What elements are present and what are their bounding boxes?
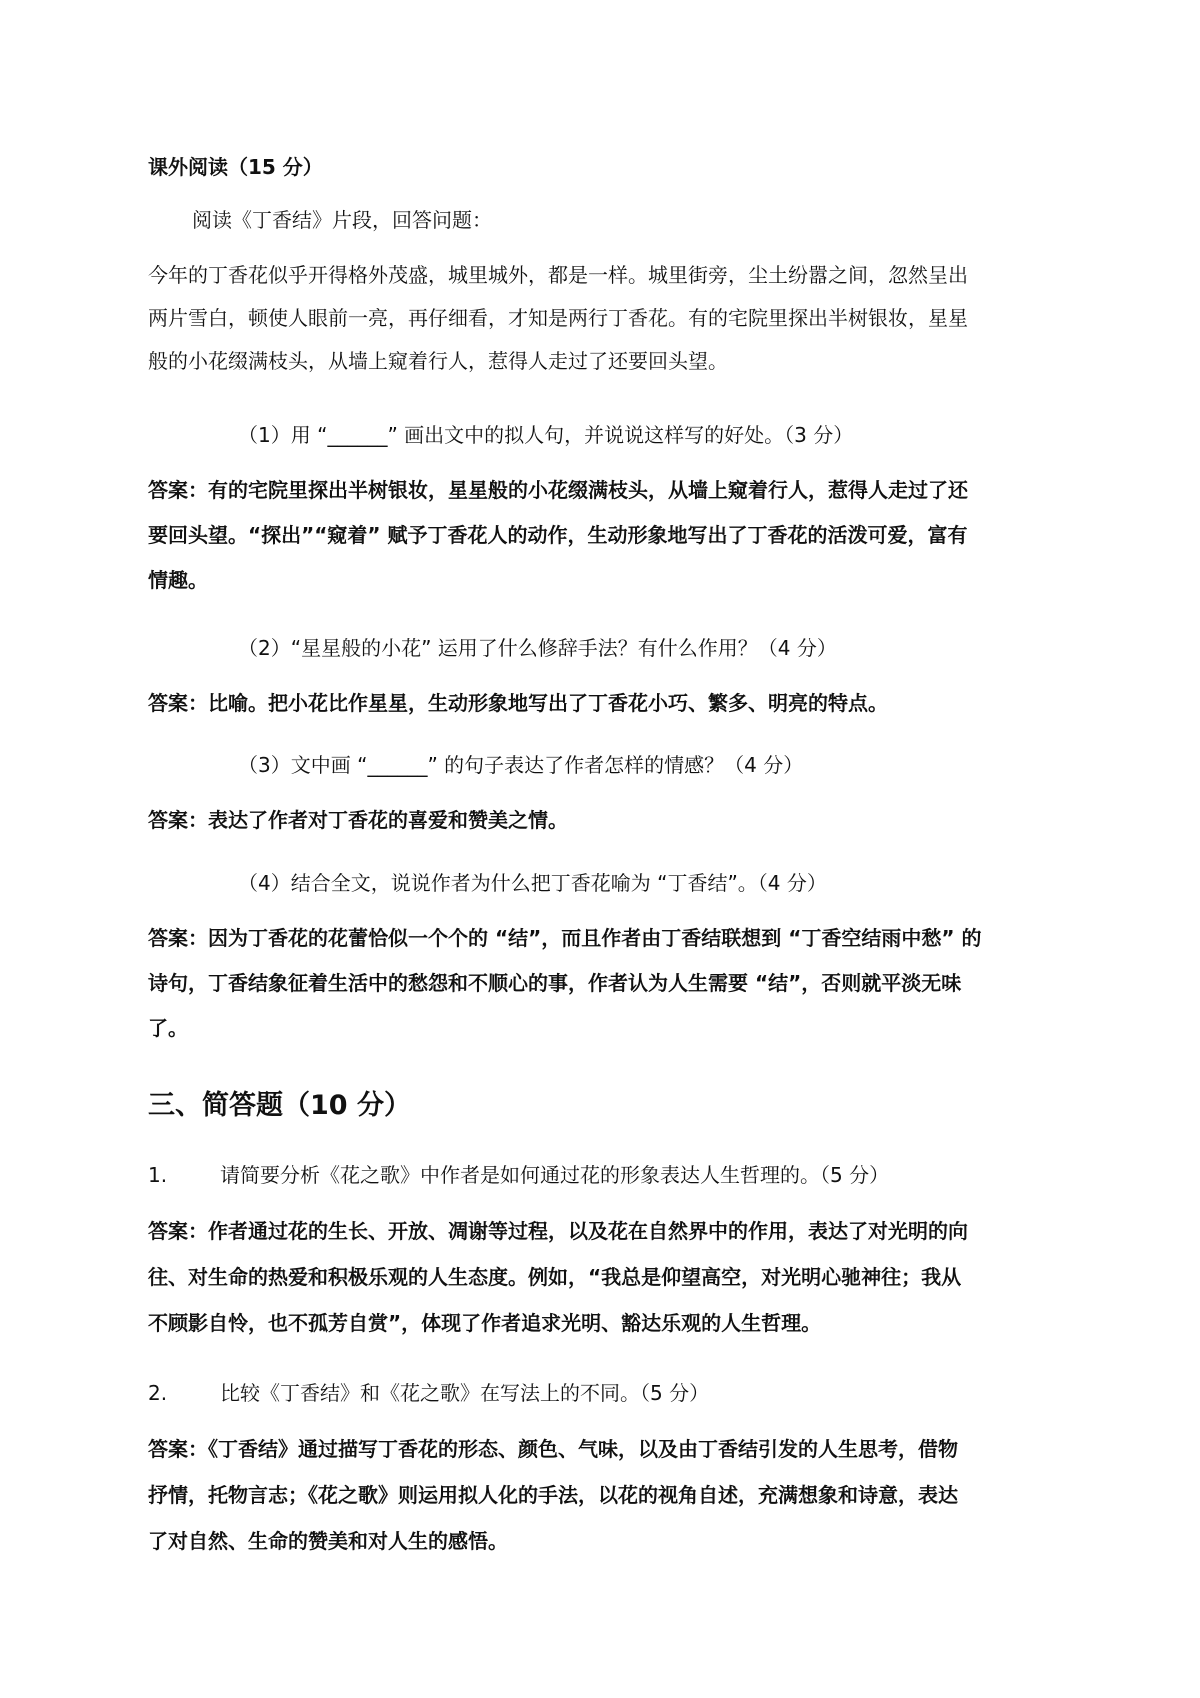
short-question-2 [148,1378,1068,1408]
question-4: （4）结合全文，说说作者为什么把丁香花喻为 “丁香结”。（4 分） [238,871,827,895]
answer-line: 要回头望。“探出”“窥着” 赋予丁香花人的动作，生动形象地写出了丁香花的活泼可爱，富有 [148,523,968,547]
question-3: （3）文中画 “______” 的句子表达了作者怎样的情感？（4 分） [238,753,804,777]
answer-line: 情趣。 [148,568,208,592]
answer-line: 答案：比喻。把小花比作星星，生动形象地写出了丁香花小巧、繁多、明亮的特点。 [148,691,888,715]
section-heading-short-answer: 三、简答题（10 分） [148,1090,411,1121]
question-1: （1）用 “______” 画出文中的拟人句，并说说这样写的好处。（3 分） [238,423,854,447]
passage-line: 今年的丁香花似乎开得格外茂盛，城里城外，都是一样。城里街旁，尘土纷嚣之间，忽然呈出 [148,263,968,287]
answer-line: 诗句，丁香结象征着生活中的愁怨和不顺心的事，作者认为人生需要 “结”，否则就平淡无味 [148,971,962,995]
answer-line: 了对自然、生命的赞美和对人生的感悟。 [148,1529,508,1553]
answer-line: 了。 [148,1016,188,1040]
question-number: 1. [148,1163,168,1187]
answer-line: 答案：表达了作者对丁香花的喜爱和赞美之情。 [148,808,568,832]
answer-line: 答案：因为丁香花的花蕾恰似一个个的 “结”，而且作者由丁香结联想到 “丁香空结雨中愁” 的 [148,926,982,950]
answer-line: 不顾影自怜，也不孤芳自赏”，体现了作者追求光明、豁达乐观的人生哲理。 [148,1311,822,1335]
passage-line: 两片雪白，顿使人眼前一亮，再仔细看，才知是两行丁香花。有的宅院里探出半树银妆，星星 [148,306,968,330]
question-2: （2）“星星般的小花” 运用了什么修辞手法？有什么作用？（4 分） [238,636,837,660]
question-number: 2. [148,1381,168,1405]
answer-line: 答案：有的宅院里探出半树银妆，星星般的小花缀满枝头，从墙上窥着行人，惹得人走过了还 [148,478,968,502]
section-title-reading: 课外阅读（15 分） [148,155,323,179]
answer-line: 答案：作者通过花的生长、开放、凋谢等过程，以及花在自然界中的作用，表达了对光明的向 [148,1219,968,1243]
short-question-1 [148,1160,1068,1190]
passage-line: 般的小花缀满枝头，从墙上窥着行人，惹得人走过了还要回头望。 [148,349,728,373]
question-text: 比较《丁香结》和《花之歌》在写法上的不同。（5 分） [220,1381,710,1405]
answer-line: 往、对生命的热爱和积极乐观的人生态度。例如，“我总是仰望高空，对光明心驰神往；我从 [148,1265,962,1289]
answer-line: 答案：《丁香结》通过描写丁香花的形态、颜色、气味，以及由丁香结引发的人生思考，借物 [148,1437,958,1461]
question-text: 请简要分析《花之歌》中作者是如何通过花的形象表达人生哲理的。（5 分） [220,1163,890,1187]
answer-line: 抒情，托物言志；《花之歌》则运用拟人化的手法，以花的视角自述，充满想象和诗意，表达 [148,1483,958,1507]
reading-prompt: 阅读《丁香结》片段，回答问题： [192,208,492,232]
